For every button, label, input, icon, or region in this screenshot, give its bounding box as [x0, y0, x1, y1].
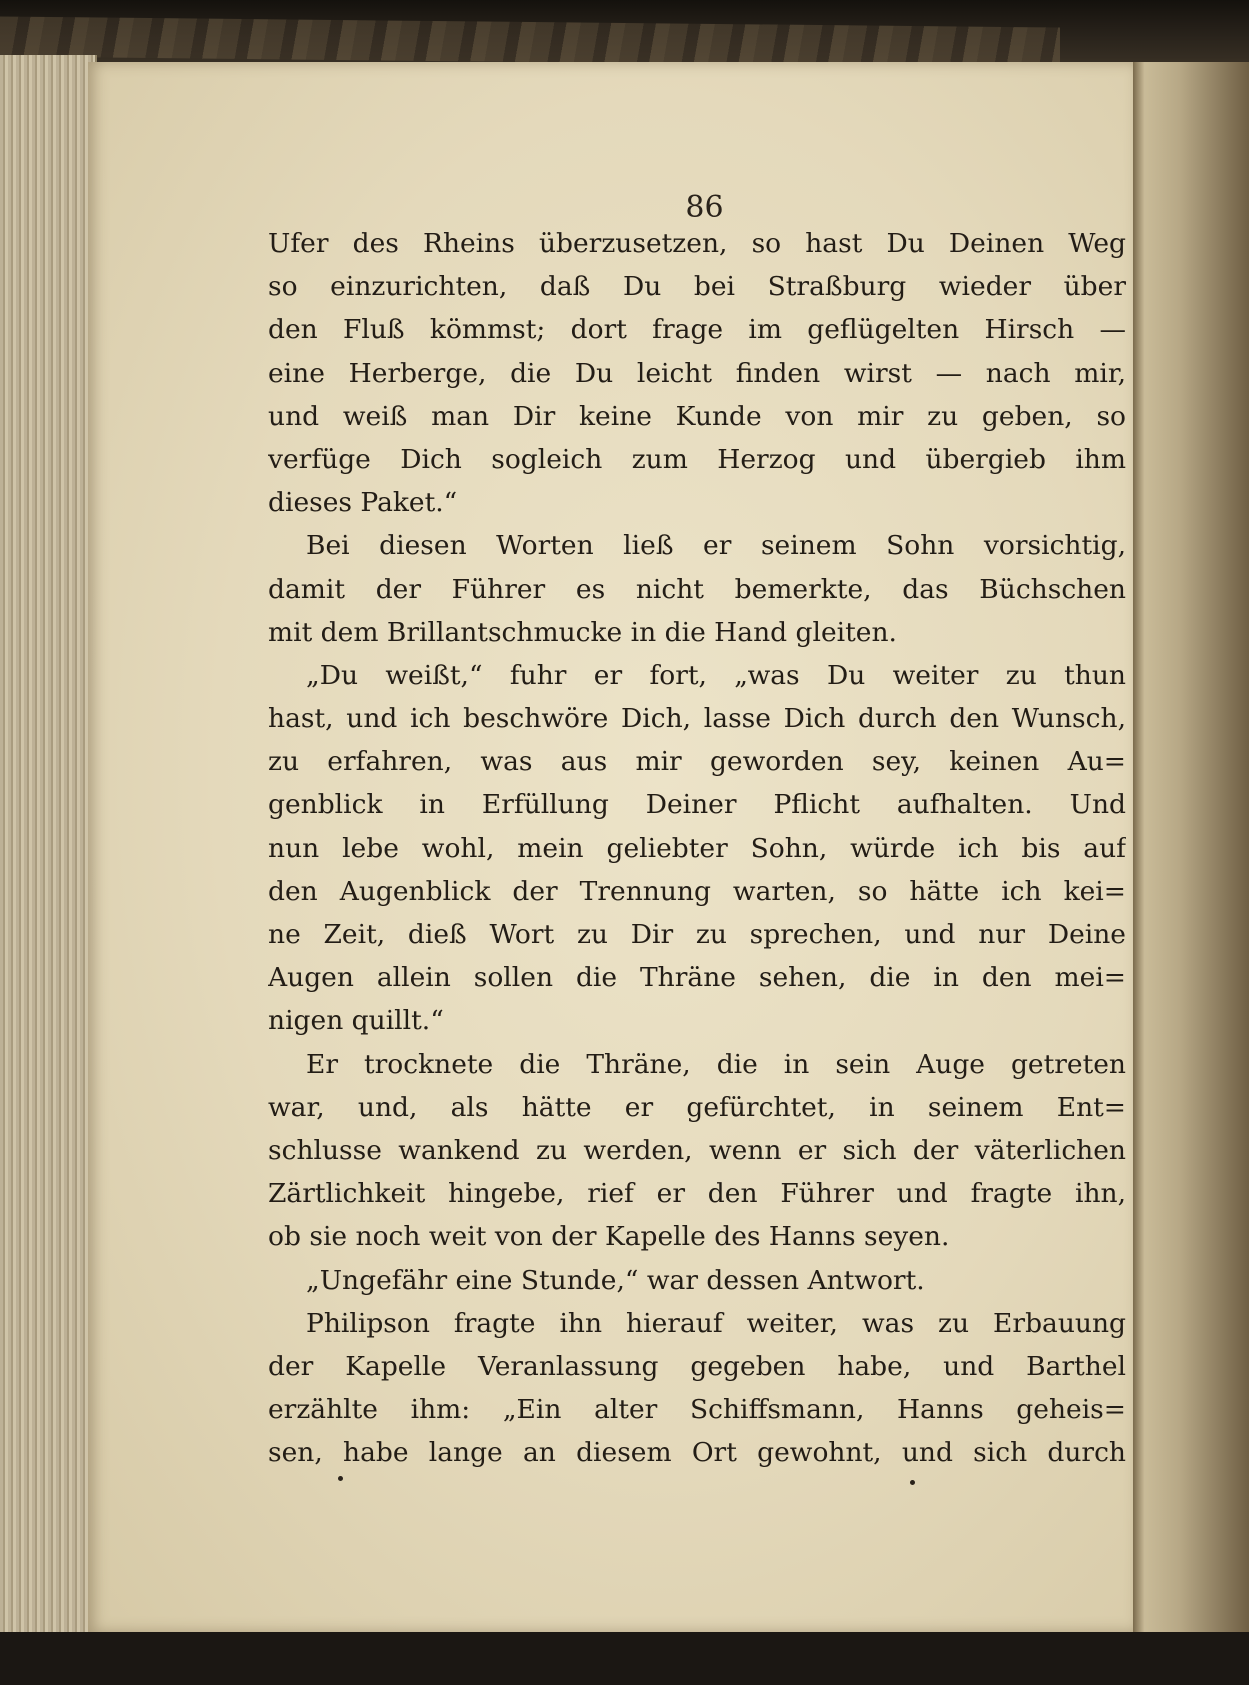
text-line: mit dem Brillantschmucke in die Hand gleiten. [268, 616, 897, 648]
text-line: sen, habe lange an diesem Ort gewohnt, und sich durch [268, 1437, 1126, 1469]
text-line: der Kapelle Veranlassung gegeben habe, und Barthel [268, 1350, 1126, 1382]
ink-speck [910, 1480, 915, 1485]
text-line: genblick in Erfüllung Deiner Pflicht aufhalten. Und [268, 789, 1126, 821]
text-line: erzählte ihm: „Ein alter Schiffsmann, Hanns geheis= [268, 1394, 1126, 1426]
text-line: Zärtlichkeit hingebe, rief er den Führer und fragte ihn, [268, 1178, 1126, 1210]
text-line: nun lebe wohl, mein geliebter Sohn, würde ich bis auf [268, 832, 1126, 864]
text-line: verfüge Dich sogleich zum Herzog und übergieb ihm [268, 443, 1126, 475]
text-line: Augen allein sollen die Thräne sehen, die in den mei= [268, 962, 1126, 994]
ink-speck [338, 1476, 343, 1481]
text-line: eine Herberge, die Du leicht finden wirst — nach mir, [268, 357, 1126, 389]
body-text [268, 222, 1126, 1474]
text-line: Philipson fragte ihn hierauf weiter, was zu Erbauung [306, 1307, 1126, 1339]
text-line: Ufer des Rheins überzusetzen, so hast Du Deinen Weg [268, 228, 1126, 259]
text-line: zu erfahren, was aus mir geworden sey, keinen Au= [268, 746, 1126, 778]
page-stack-edge [0, 55, 97, 1635]
text-line: hast, und ich beschwöre Dich, lasse Dich durch den Wunsch, [268, 703, 1126, 735]
text-line: „Ungefähr eine Stunde,“ war dessen Antwort. [306, 1264, 925, 1296]
text-line: schlusse wankend zu werden, wenn er sich der väterlichen [268, 1134, 1126, 1166]
text-line: den Fluß kömmst; dort frage im geflügelten Hirsch — [268, 314, 1126, 346]
page-number: 86 [685, 190, 724, 225]
next-page-edge [1133, 62, 1249, 1632]
text-line: so einzurichten, daß Du bei Straßburg wieder über [268, 271, 1126, 303]
text-line: nigen quillt.“ [268, 1005, 444, 1037]
text-line: „Du weißt,“ fuhr er fort, „was Du weiter zu thun [306, 659, 1126, 691]
text-line: dieses Paket.“ [268, 487, 458, 519]
text-line: den Augenblick der Trennung warten, so hätte ich kei= [268, 875, 1126, 907]
text-line: Er trocknete die Thräne, die in sein Auge getreten [306, 1048, 1126, 1080]
book-bottom-edge [0, 1632, 1249, 1685]
text-line: war, und, als hätte er gefürchtet, in seinem Ent= [268, 1091, 1126, 1123]
text-line: damit der Führer es nicht bemerkte, das Büchschen [268, 573, 1126, 605]
text-line: und weiß man Dir keine Kunde von mir zu geben, so [268, 400, 1126, 432]
text-line: ne Zeit, dieß Wort zu Dir zu sprechen, und nur Deine [268, 919, 1126, 950]
text-line: Bei diesen Worten ließ er seinem Sohn vorsichtig, [306, 530, 1126, 562]
text-line: ob sie noch weit von der Kapelle des Hanns seyen. [268, 1221, 950, 1253]
